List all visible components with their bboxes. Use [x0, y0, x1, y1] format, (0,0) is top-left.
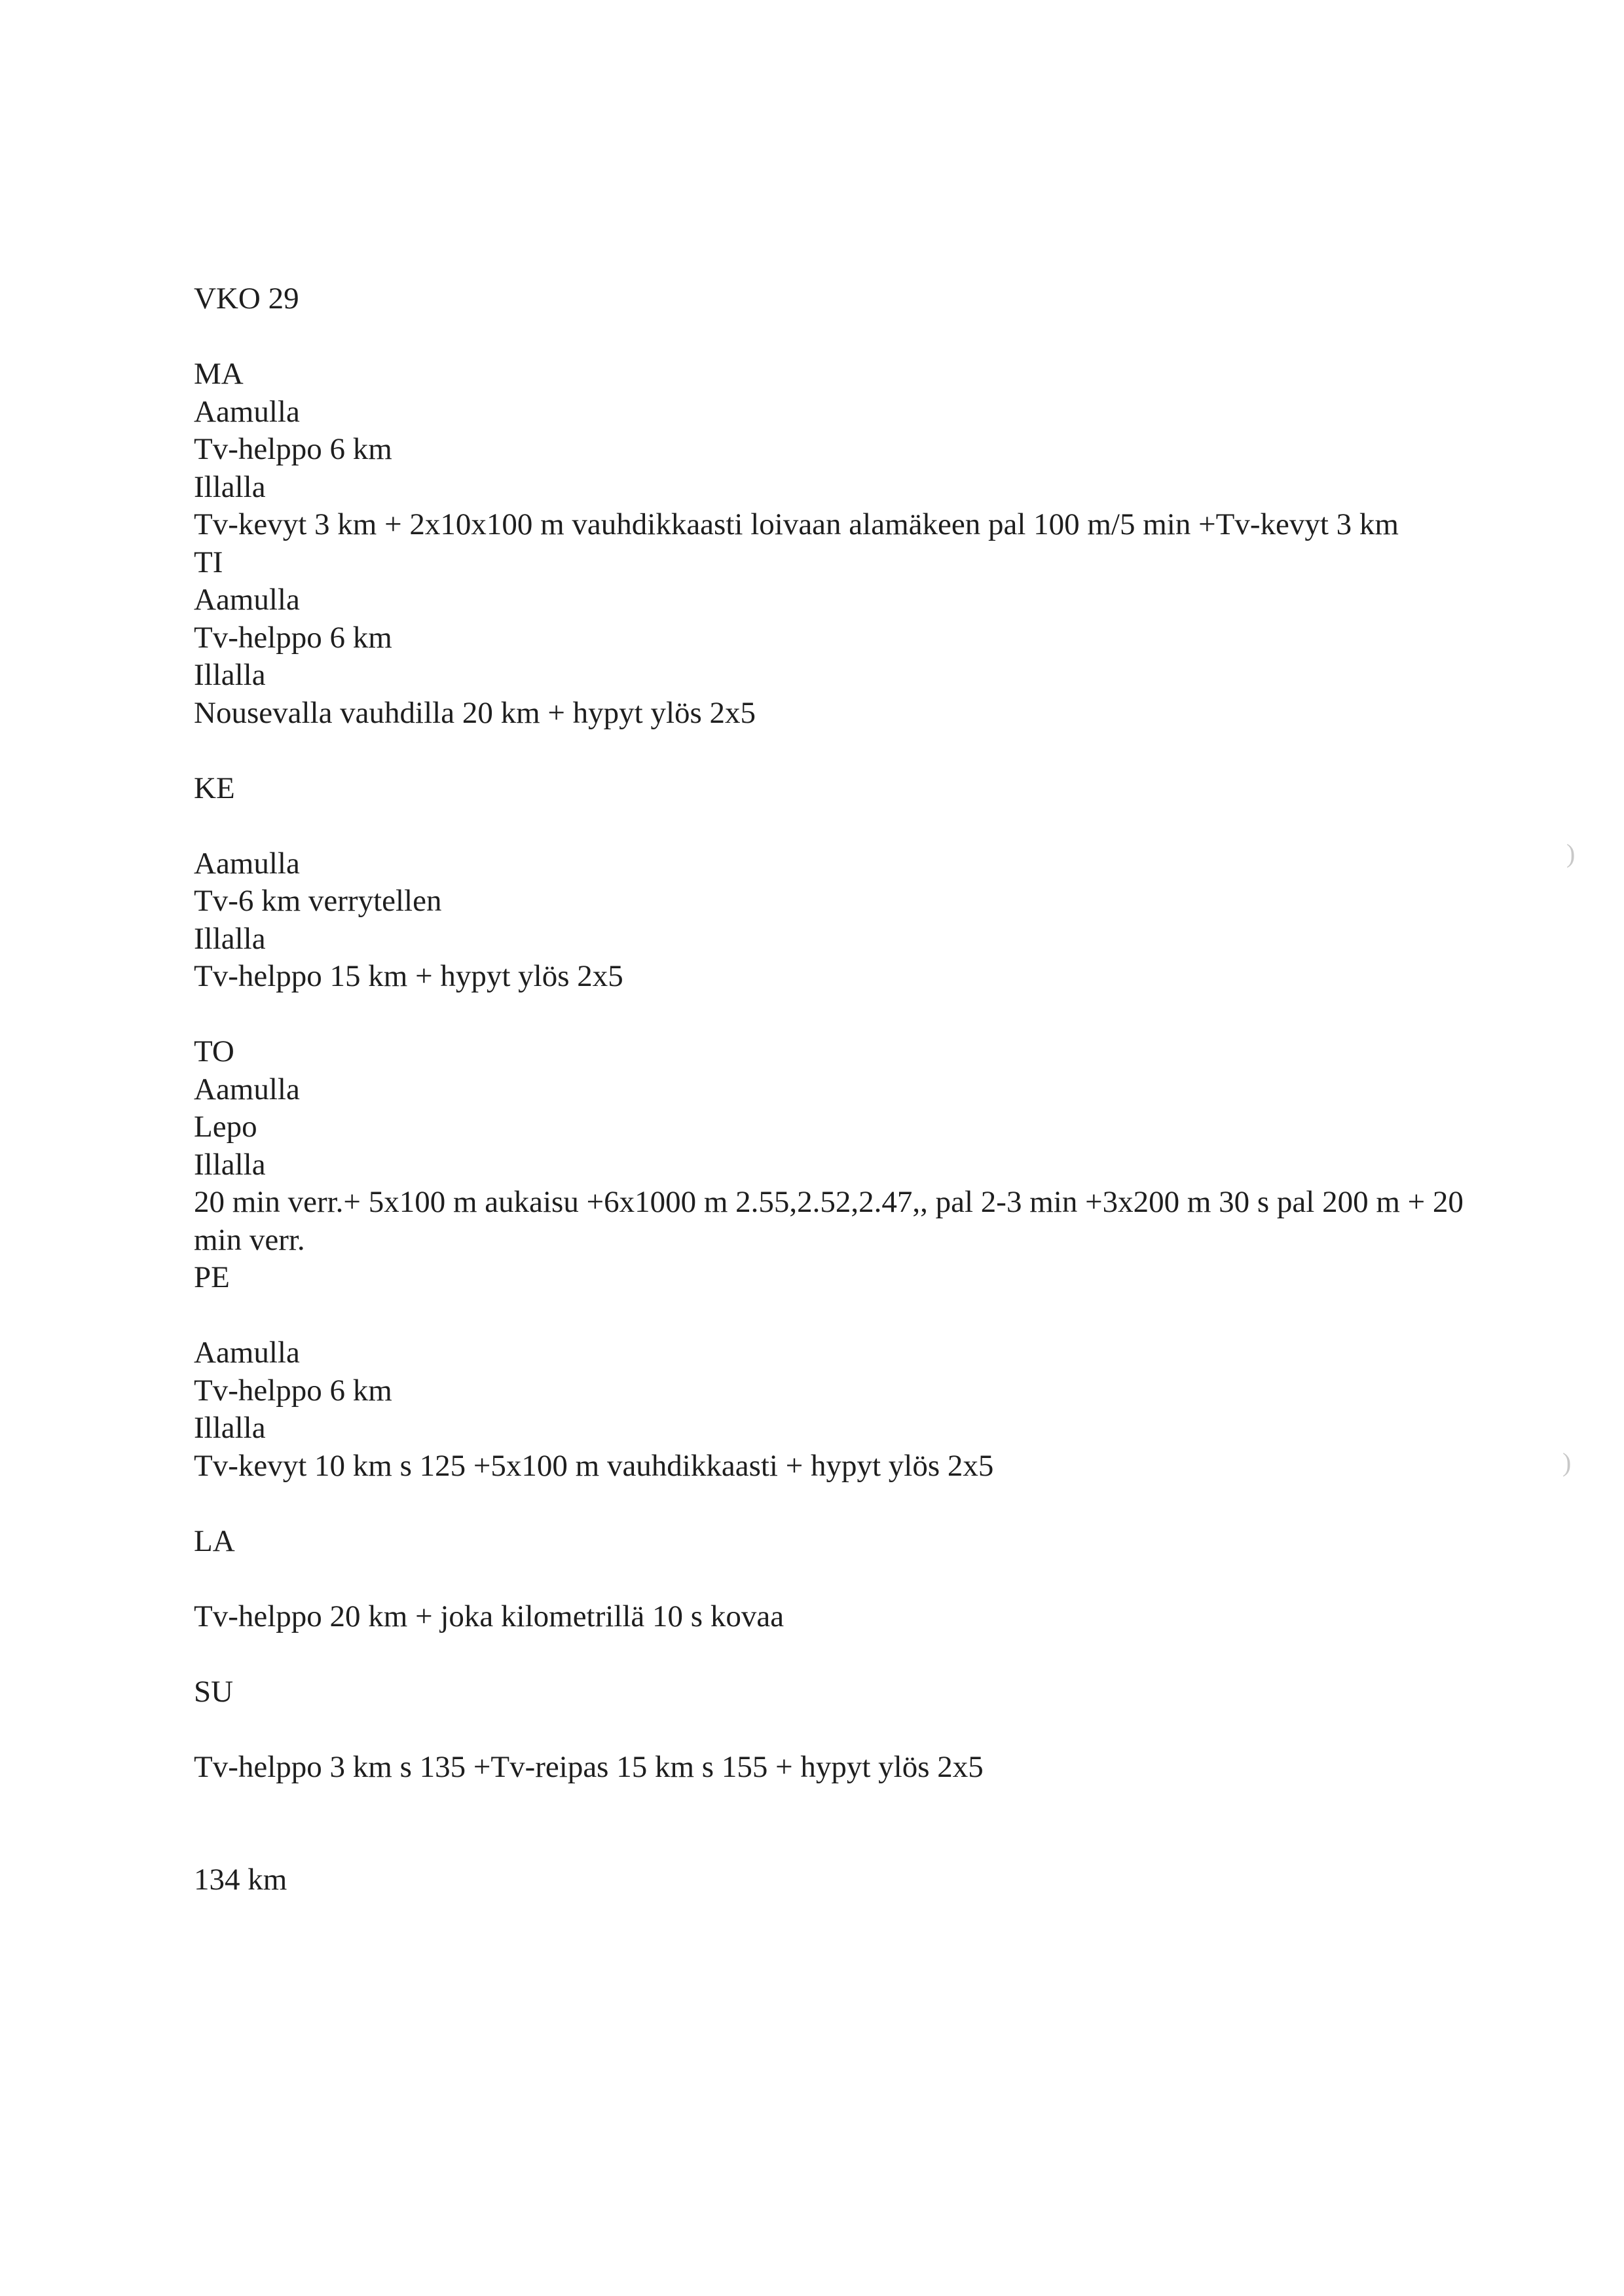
- day-block-ti: [194, 544, 1477, 733]
- session-workout: Tv-kevyt 10 km s 125 +5x100 m vauhdikkaasti + hypyt ylös 2x5: [194, 1448, 994, 1483]
- session-time: Aamulla: [194, 1336, 300, 1370]
- session-workout: Tv-helppo 6 km: [194, 620, 392, 655]
- day-block-ma: [194, 355, 1477, 544]
- day-heading: SU: [194, 1674, 234, 1709]
- day-block-ke: [194, 770, 1477, 996]
- session-workout: Tv-helppo 3 km s 135 +Tv-reipas 15 km s 155 + hypyt ylös 2x5: [194, 1749, 984, 1784]
- session-workout: Tv-6 km verrytellen: [194, 884, 442, 918]
- session-workout: Tv-helppo 15 km + hypyt ylös 2x5: [194, 959, 623, 993]
- scan-margin-mark: ): [1566, 839, 1576, 868]
- day-heading: LA: [194, 1523, 235, 1558]
- day-heading: PE: [194, 1260, 230, 1294]
- session-time: Illalla: [194, 921, 266, 956]
- day-heading: MA: [194, 357, 244, 391]
- session-workout: Tv-helppo 6 km: [194, 1373, 392, 1408]
- session-time: Illalla: [194, 658, 266, 692]
- week-heading: VKO 29: [194, 282, 299, 316]
- day-heading: KE: [194, 771, 235, 805]
- day-block-la: [194, 1523, 1477, 1636]
- day-heading: TO: [194, 1034, 234, 1068]
- day-heading: TI: [194, 545, 223, 579]
- session-time: Illalla: [194, 469, 266, 504]
- session-workout: Nousevalla vauhdilla 20 km + hypyt ylös 2x5: [194, 695, 756, 730]
- weekly-total: 134 km: [194, 1863, 287, 1897]
- scan-margin-mark: ): [1562, 1448, 1572, 1477]
- session-time: Illalla: [194, 1411, 266, 1445]
- day-block-su: [194, 1673, 1477, 1787]
- session-workout: Tv-helppo 6 km: [194, 432, 392, 466]
- session-workout: Lepo: [194, 1110, 257, 1144]
- training-plan: [194, 280, 1477, 1899]
- session-time: Aamulla: [194, 846, 300, 881]
- day-block-to: [194, 1033, 1477, 1259]
- session-time: Aamulla: [194, 394, 300, 429]
- session-time: Aamulla: [194, 583, 300, 617]
- session-workout: 20 min verr.+ 5x100 m aukaisu +6x1000 m 2.55,2.52,2.47,, pal 2-3 min +3x200 m 30 s pal 200 m + 20 min verr.: [194, 1185, 1471, 1257]
- session-time: Illalla: [194, 1147, 266, 1182]
- session-workout: Tv-helppo 20 km + joka kilometrillä 10 s kovaa: [194, 1599, 784, 1633]
- day-block-pe: [194, 1259, 1477, 1485]
- session-workout: Tv-kevyt 3 km + 2x10x100 m vauhdikkaasti loivaan alamäkeen pal 100 m/5 min +Tv-kevyt 3 km: [194, 507, 1399, 541]
- session-time: Aamulla: [194, 1072, 300, 1106]
